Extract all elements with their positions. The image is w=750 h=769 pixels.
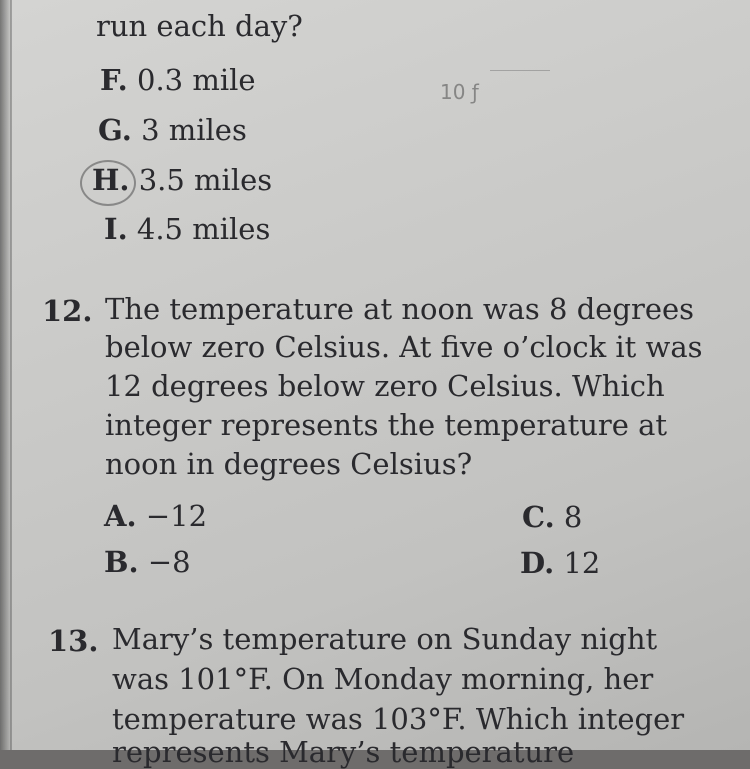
- q12-choice-b-text: −8: [147, 545, 191, 579]
- page-edge-line: [10, 0, 12, 750]
- q12-choice-a-text: −12: [145, 499, 208, 533]
- q12-choice-c[interactable]: [522, 500, 583, 534]
- q11-choice-i-text: 4.5 miles: [136, 212, 271, 246]
- q12-choice-d-letter: D.: [520, 546, 555, 580]
- q13-number: 13.: [48, 624, 99, 658]
- q12-choice-d[interactable]: [520, 546, 601, 580]
- q11-choice-h-text: 3.5 miles: [138, 163, 273, 197]
- q12-choice-a-letter: A.: [104, 499, 137, 533]
- q12-choice-b[interactable]: [104, 545, 191, 579]
- q12-choice-d-text: 12: [563, 546, 601, 580]
- q11-choice-f[interactable]: [100, 63, 256, 97]
- q13-stem-line-2: was 101°F. On Monday morning, her: [112, 662, 654, 696]
- q11-choice-g-letter: G.: [98, 113, 132, 147]
- q11-choice-f-text: 0.3 mile: [137, 63, 256, 97]
- q13-stem-line-4: represents Mary’s temperature: [112, 735, 575, 769]
- q11-choice-g[interactable]: [98, 113, 247, 147]
- q13-stem-line-3: temperature was 103°F. Which integer: [112, 702, 685, 736]
- q12-stem-line-2: below zero Celsius. At five o’clock it was: [105, 330, 703, 364]
- q12-stem-line-4: integer represents the temperature at: [105, 408, 668, 442]
- q11-choice-h-letter: H.: [92, 163, 130, 197]
- q12-choice-c-text: 8: [563, 500, 583, 534]
- q11-choice-h[interactable]: [92, 163, 273, 197]
- q13-stem-line-1: Mary’s temperature on Sunday night: [112, 622, 658, 656]
- q12-number: 12.: [42, 294, 93, 328]
- q12-stem-line-1: The temperature at noon was 8 degrees: [105, 292, 695, 326]
- q11-choice-i[interactable]: [104, 212, 271, 246]
- q12-stem-line-3: 12 degrees below zero Celsius. Which: [105, 369, 665, 403]
- q11-stem-tail: run each day?: [96, 9, 303, 43]
- q11-choice-g-text: 3 miles: [141, 113, 247, 147]
- pencil-note: 10 ƒ: [440, 80, 479, 104]
- q11-choice-i-letter: I.: [104, 212, 128, 246]
- q12-choice-b-letter: B.: [104, 545, 139, 579]
- q12-stem-line-5: noon in degrees Celsius?: [105, 447, 473, 481]
- q12-choice-a[interactable]: [104, 499, 208, 533]
- q12-choice-c-letter: C.: [522, 500, 555, 534]
- q11-choice-f-letter: F.: [100, 63, 128, 97]
- pencil-mark: [490, 70, 550, 71]
